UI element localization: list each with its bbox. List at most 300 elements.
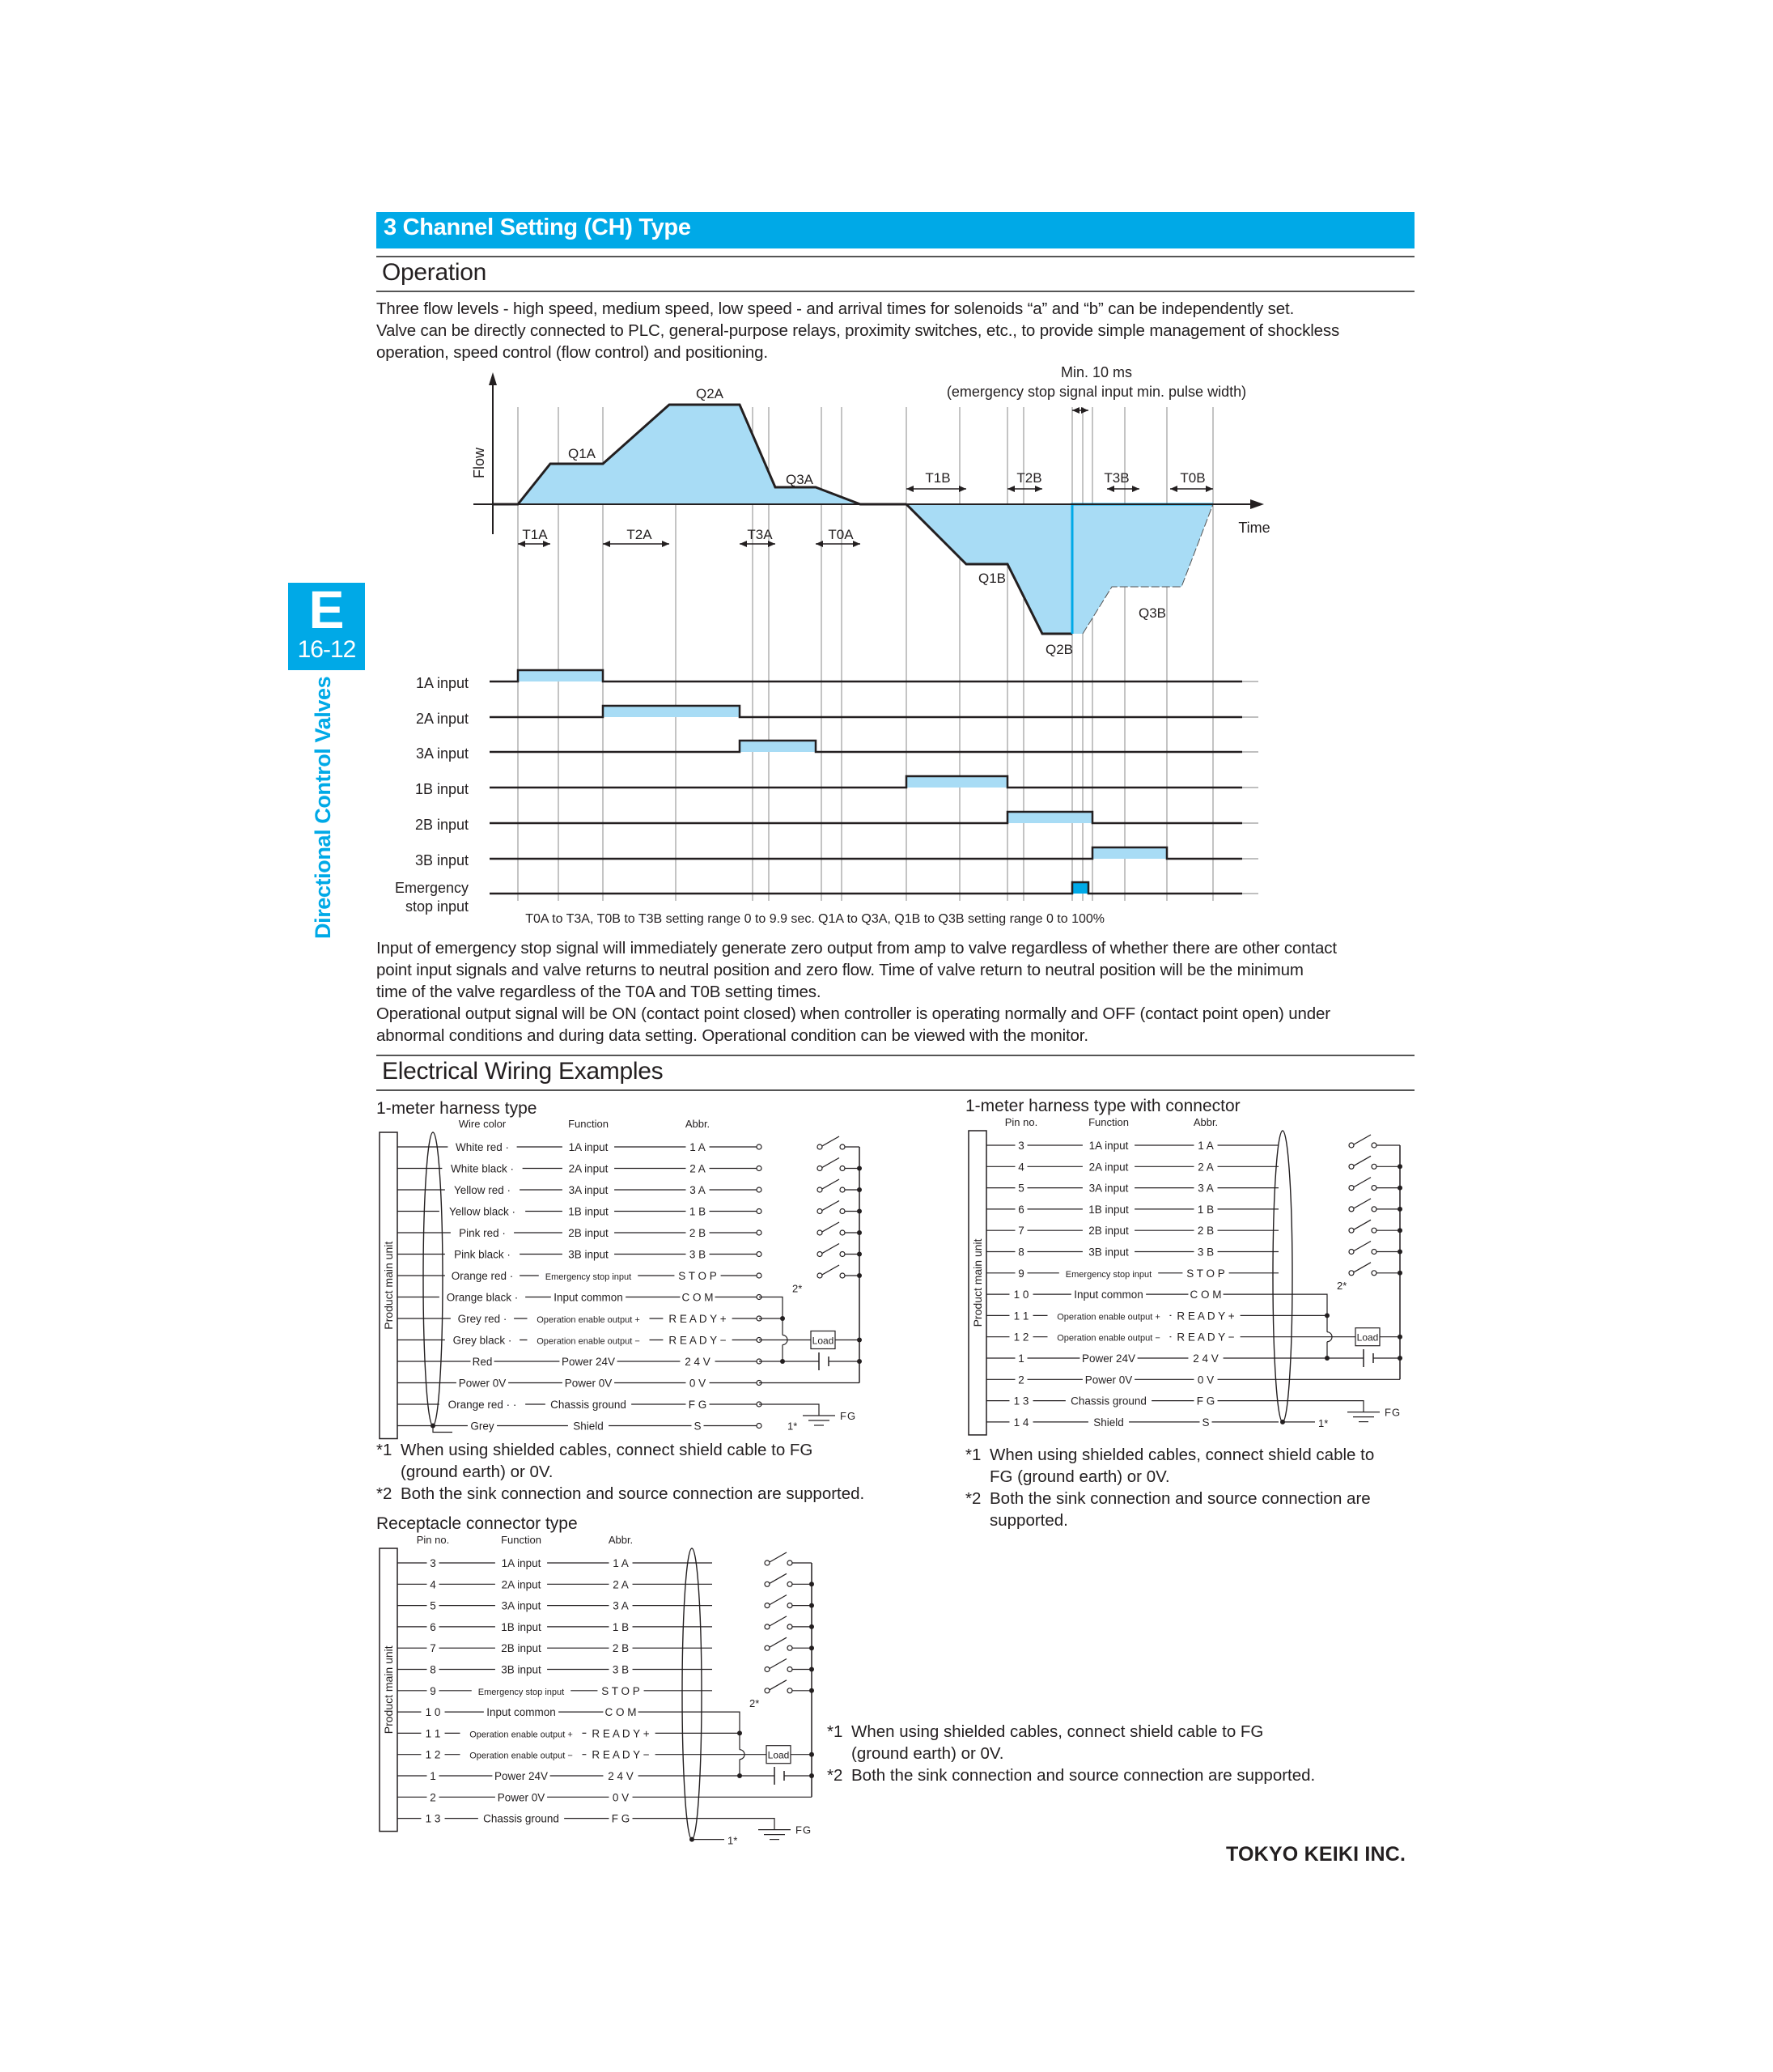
junction-dot bbox=[809, 1752, 814, 1757]
note-text: (ground earth) or 0V. bbox=[851, 1744, 1004, 1763]
wire-label: 9 bbox=[1018, 1267, 1024, 1280]
junction-dot bbox=[1398, 1356, 1402, 1361]
switch-contact bbox=[840, 1252, 845, 1257]
wire-label: 3 B bbox=[1197, 1246, 1215, 1259]
switch-contact bbox=[1372, 1207, 1376, 1212]
switch-icon bbox=[1354, 1242, 1371, 1251]
min-pulse-label: Min. 10 ms bbox=[1060, 364, 1133, 380]
company-logo-text: TOKYO KEIKI INC. bbox=[1226, 1843, 1406, 1866]
switch-contact bbox=[1349, 1228, 1354, 1233]
load-label: Load bbox=[812, 1335, 834, 1347]
note-marker-1: 1* bbox=[787, 1420, 798, 1433]
wire-label: Power 0V bbox=[564, 1377, 613, 1390]
switch-contact bbox=[787, 1667, 792, 1672]
wire-label: 0 V bbox=[689, 1377, 706, 1390]
wire-label: 8 bbox=[1018, 1246, 1024, 1259]
wire-label: S T O P bbox=[601, 1684, 640, 1697]
note-text: When using shielded cables, connect shield cable to bbox=[990, 1446, 1375, 1464]
column-header: Function bbox=[568, 1118, 609, 1130]
wire-label: Power 0V bbox=[1084, 1374, 1133, 1386]
switch-contact bbox=[765, 1582, 770, 1586]
wire-label: 1A input bbox=[568, 1141, 609, 1153]
column-header: Pin no. bbox=[1004, 1116, 1038, 1128]
junction-dot bbox=[857, 1338, 862, 1343]
fg-label: FG bbox=[795, 1824, 812, 1836]
switch-icon bbox=[822, 1158, 839, 1168]
wire-label: R E A D Y − bbox=[668, 1334, 727, 1347]
switch-contact bbox=[1372, 1271, 1376, 1276]
wire-label: 1 4 bbox=[1013, 1416, 1029, 1429]
wire-label: 1 B bbox=[612, 1620, 630, 1633]
wire-label: 2 A bbox=[1198, 1161, 1214, 1174]
wire-label: R E A D Y + bbox=[592, 1727, 650, 1740]
wire-label: Chassis ground bbox=[483, 1812, 559, 1825]
wire-label: Input common bbox=[1074, 1289, 1143, 1301]
note-marker-2: 2* bbox=[749, 1697, 760, 1710]
wire bbox=[1279, 1401, 1364, 1412]
wire-label: Emergency stop input bbox=[1065, 1269, 1152, 1280]
wire-label: 1 1 bbox=[1013, 1310, 1029, 1323]
flow-label-q1a: Q1A bbox=[567, 446, 596, 461]
wire-label: Emergency stop input bbox=[545, 1272, 632, 1282]
junction-dot bbox=[780, 1316, 785, 1321]
wire-label: 6 bbox=[430, 1620, 436, 1633]
wire-label: 3 A bbox=[689, 1184, 706, 1196]
wire-label: F G bbox=[1196, 1395, 1215, 1408]
wire-label: Power 24V bbox=[494, 1770, 549, 1782]
receptacle-notes bbox=[827, 1721, 1410, 1786]
switch-icon bbox=[770, 1616, 787, 1626]
wire-label: 2 B bbox=[689, 1227, 706, 1239]
switch-contact bbox=[787, 1603, 792, 1608]
switch-icon bbox=[1354, 1220, 1371, 1229]
wire-label: 0 V bbox=[612, 1791, 630, 1804]
note-mark: *1 bbox=[376, 1441, 392, 1459]
note-text: When using shielded cables, connect shield cable to FG bbox=[401, 1441, 813, 1459]
terminal-icon bbox=[757, 1273, 761, 1278]
wire bbox=[759, 1404, 819, 1416]
wire-label: 1 bbox=[430, 1770, 436, 1782]
wire-label: 1 B bbox=[1197, 1203, 1215, 1216]
wire-label: Chassis ground bbox=[1071, 1395, 1147, 1408]
receptacle-title: Receptacle connector type bbox=[376, 1514, 578, 1533]
note-text: supported. bbox=[990, 1511, 1068, 1530]
time-label-t3a: T3A bbox=[747, 527, 773, 542]
wire-label: 4 bbox=[1018, 1161, 1024, 1174]
wire-label: Operation enable output + bbox=[469, 1730, 573, 1740]
switch-contact bbox=[1349, 1143, 1354, 1148]
wire-label: 1B input bbox=[501, 1620, 541, 1633]
signal-label-emergency: Emergency bbox=[394, 880, 469, 896]
junction-dot bbox=[1325, 1313, 1330, 1318]
switch-icon bbox=[770, 1637, 787, 1647]
switch-icon bbox=[770, 1552, 787, 1562]
wire-label: 2B input bbox=[1088, 1225, 1129, 1238]
terminal-icon bbox=[757, 1252, 761, 1257]
harness-connector-title: 1-meter harness type with connector bbox=[965, 1097, 1241, 1115]
switch-icon bbox=[770, 1595, 787, 1605]
wire-label: White black · bbox=[450, 1162, 515, 1175]
description-line: Operational output signal will be ON (contact point closed) when controller is operating normally and OFF (contact point open) under bbox=[376, 1004, 1330, 1023]
wire-label: 1 3 bbox=[1013, 1395, 1029, 1408]
switch-contact bbox=[765, 1624, 770, 1629]
description-line: Input of emergency stop signal will immediately generate zero output from amp to valve regardless of whether there are other contact bbox=[376, 939, 1337, 957]
flow-label-q2b: Q2B bbox=[1045, 642, 1074, 657]
range-note-flow: Q1A to Q3A, Q1B to Q3B setting range 0 to 100% bbox=[818, 912, 1105, 926]
y-axis-label: Flow bbox=[471, 447, 487, 479]
wire-label: Power 0V bbox=[458, 1377, 507, 1390]
intro-line: operation, speed control (flow control) and positioning. bbox=[376, 343, 768, 362]
wire-label: Yellow black · bbox=[448, 1205, 516, 1218]
signal-label-emergency-2: stop input bbox=[405, 898, 469, 915]
wire-label: R E A D Y − bbox=[1177, 1331, 1235, 1344]
wire-label: Chassis ground bbox=[550, 1399, 626, 1411]
wire-label: 7 bbox=[430, 1642, 436, 1655]
switch-contact bbox=[840, 1273, 845, 1278]
switch-contact bbox=[817, 1230, 822, 1235]
intro-line: Valve can be directly connected to PLC, general-purpose relays, proximity switches, etc., to provide simple management of shockless bbox=[376, 321, 1340, 340]
switch-icon bbox=[1354, 1135, 1371, 1144]
column-header: Pin no. bbox=[416, 1534, 450, 1546]
wire-label: 5 bbox=[1018, 1182, 1024, 1195]
wire-label: 1 bbox=[1018, 1352, 1024, 1365]
switch-icon bbox=[770, 1659, 787, 1669]
load-label: Load bbox=[767, 1749, 790, 1761]
wire-label: 3 A bbox=[613, 1599, 629, 1612]
switch-contact bbox=[840, 1166, 845, 1171]
junction-dot bbox=[809, 1773, 814, 1778]
wire-label: C O M bbox=[681, 1291, 714, 1304]
operation-heading: Operation bbox=[382, 259, 487, 286]
com-wire bbox=[759, 1297, 783, 1335]
wire-label: Input common bbox=[486, 1706, 556, 1719]
switch-icon bbox=[822, 1222, 839, 1232]
wire-label: F G bbox=[611, 1812, 630, 1825]
time-label-t2b: T2B bbox=[1016, 470, 1042, 486]
description-line: abnormal conditions and during data setting. Operational condition can be viewed with the monitor. bbox=[376, 1026, 1088, 1045]
column-header: Abbr. bbox=[685, 1118, 710, 1130]
wire-label: Power 24V bbox=[1081, 1352, 1136, 1365]
note-text: Both the sink connection and source connection are supported. bbox=[851, 1766, 1316, 1785]
side-tab-page-number: 16-12 bbox=[297, 636, 356, 663]
wire-label: 2 4 V bbox=[1193, 1352, 1219, 1365]
wire-label: 8 bbox=[430, 1663, 436, 1676]
switch-contact bbox=[817, 1187, 822, 1192]
wire-label: 1B input bbox=[568, 1205, 609, 1218]
note-text: (ground earth) or 0V. bbox=[401, 1463, 554, 1481]
switch-contact bbox=[787, 1688, 792, 1693]
switch-contact bbox=[840, 1209, 845, 1214]
fg-label: FG bbox=[840, 1410, 857, 1422]
switch-contact bbox=[765, 1667, 770, 1672]
switch-contact bbox=[817, 1209, 822, 1214]
note-text: Both the sink connection and source connection are bbox=[990, 1489, 1371, 1508]
harness-connector-notes bbox=[965, 1444, 1419, 1531]
com-wire bbox=[1279, 1294, 1327, 1332]
switch-contact bbox=[787, 1560, 792, 1565]
wire-label: 1 0 bbox=[1013, 1289, 1029, 1301]
wire-label: R E A D Y + bbox=[1177, 1310, 1235, 1323]
wire-label: 1 B bbox=[689, 1205, 706, 1218]
switch-icon bbox=[822, 1179, 839, 1189]
wire-label: 2B input bbox=[501, 1642, 541, 1655]
wiring-heading: Electrical Wiring Examples bbox=[382, 1058, 664, 1085]
wire-label: 2A input bbox=[501, 1578, 541, 1591]
junction-dot bbox=[857, 1359, 862, 1364]
terminal-icon bbox=[757, 1144, 761, 1149]
switch-contact bbox=[787, 1582, 792, 1586]
wiring-diagram-harness bbox=[380, 1118, 862, 1439]
switch-contact bbox=[1349, 1207, 1354, 1212]
wire-label: Grey red · bbox=[457, 1313, 507, 1325]
wire-label: 3 B bbox=[689, 1248, 706, 1261]
switch-contact bbox=[1349, 1250, 1354, 1255]
wire-label: Operation enable output − bbox=[1057, 1333, 1160, 1344]
note-text: FG (ground earth) or 0V. bbox=[990, 1467, 1170, 1486]
switch-contact bbox=[765, 1560, 770, 1565]
wire-label: 2 4 V bbox=[608, 1770, 634, 1782]
wire-label: 9 bbox=[430, 1684, 436, 1697]
product-unit-label: Product main unit bbox=[382, 1241, 395, 1330]
wire-label: 1A input bbox=[1088, 1140, 1129, 1152]
wire-label: 7 bbox=[1018, 1225, 1024, 1238]
note-marker-1: 1* bbox=[727, 1834, 738, 1847]
switch-icon bbox=[770, 1573, 787, 1583]
column-header: Abbr. bbox=[608, 1534, 634, 1546]
switch-icon bbox=[822, 1201, 839, 1211]
switch-contact bbox=[787, 1645, 792, 1650]
wire-label: Operation enable output + bbox=[1057, 1312, 1160, 1323]
product-unit-label: Product main unit bbox=[971, 1238, 984, 1327]
wire-label: Input common bbox=[554, 1291, 623, 1304]
switch-contact bbox=[1349, 1271, 1354, 1276]
wire-label: Power 0V bbox=[497, 1791, 545, 1804]
harness-title: 1-meter harness type bbox=[376, 1099, 537, 1118]
range-note-time: T0A to T3A, T0B to T3B setting range 0 to 9.9 sec. bbox=[525, 912, 815, 926]
wire-label: 3 B bbox=[612, 1663, 630, 1676]
product-unit-label: Product main unit bbox=[382, 1645, 395, 1734]
switch-contact bbox=[1372, 1186, 1376, 1191]
switch-contact bbox=[840, 1144, 845, 1149]
switch-contact bbox=[840, 1187, 845, 1192]
column-header: Abbr. bbox=[1193, 1116, 1219, 1128]
terminal-icon bbox=[757, 1166, 761, 1171]
junction-dot bbox=[737, 1730, 742, 1735]
flow-label-q3b: Q3B bbox=[1138, 605, 1167, 621]
wire-label: 1A input bbox=[501, 1557, 541, 1569]
switch-contact bbox=[1372, 1143, 1376, 1148]
signal-label-2b: 2B input bbox=[414, 817, 469, 833]
wire-label: 2 B bbox=[1197, 1225, 1215, 1238]
wire-label: Operation enable output − bbox=[469, 1751, 573, 1761]
note-mark: *2 bbox=[827, 1766, 843, 1785]
wire-label: R E A D Y + bbox=[668, 1313, 727, 1325]
signal-label-3b: 3B input bbox=[414, 852, 469, 868]
wire-label: C O M bbox=[604, 1706, 637, 1719]
switch-icon bbox=[822, 1244, 839, 1254]
switch-icon bbox=[1354, 1156, 1371, 1166]
switch-contact bbox=[1349, 1164, 1354, 1169]
wire-label: 1 0 bbox=[425, 1706, 441, 1719]
switch-contact bbox=[817, 1252, 822, 1257]
switch-contact bbox=[817, 1166, 822, 1171]
wire-label: S T O P bbox=[1186, 1267, 1225, 1280]
switch-contact bbox=[765, 1603, 770, 1608]
note-mark: *2 bbox=[376, 1484, 392, 1503]
time-label-t2a: T2A bbox=[626, 527, 652, 542]
wire-label: S bbox=[1202, 1416, 1210, 1429]
switch-icon bbox=[1354, 1263, 1371, 1272]
side-tab-category: Directional Control Valves bbox=[311, 676, 335, 939]
wire-label: C O M bbox=[1190, 1289, 1222, 1301]
wire-label: 2B input bbox=[568, 1227, 609, 1239]
wiring-diagram-harness-connector bbox=[969, 1116, 1402, 1435]
switch-contact bbox=[1372, 1164, 1376, 1169]
wire-label: Orange red · · bbox=[447, 1399, 517, 1411]
wire-label: Orange black · bbox=[446, 1291, 519, 1304]
shield-icon bbox=[1273, 1131, 1292, 1422]
wire-label: 3A input bbox=[568, 1184, 609, 1196]
wire-label: R E A D Y − bbox=[592, 1748, 650, 1761]
wire-label: 2 A bbox=[689, 1162, 706, 1175]
wire-label: 0 V bbox=[1197, 1374, 1215, 1386]
wire-label: Pink red · bbox=[459, 1227, 506, 1239]
wire-label: 1 2 bbox=[1013, 1331, 1029, 1344]
com-wire bbox=[712, 1712, 740, 1750]
shield-icon bbox=[423, 1132, 443, 1426]
wire-label: Red bbox=[472, 1356, 493, 1368]
switch-contact bbox=[787, 1624, 792, 1629]
wire-label: Power 24V bbox=[561, 1356, 616, 1368]
wire-label: Shield bbox=[1093, 1416, 1124, 1429]
wiring-diagram-receptacle bbox=[380, 1534, 814, 1847]
wire-label: Operation enable output − bbox=[537, 1336, 640, 1347]
wire-label: S bbox=[694, 1420, 702, 1433]
wire-label: 3A input bbox=[1088, 1182, 1129, 1195]
signal-label-2a: 2A input bbox=[415, 711, 469, 727]
shield-icon bbox=[682, 1548, 702, 1840]
wire-label: 3 bbox=[430, 1557, 436, 1569]
switch-contact bbox=[1372, 1250, 1376, 1255]
note-marker-2: 2* bbox=[1337, 1280, 1347, 1293]
wire-label: 1 A bbox=[613, 1557, 629, 1569]
wire-label: 2 4 V bbox=[685, 1356, 710, 1368]
wire-label: 6 bbox=[1018, 1203, 1024, 1216]
wire-label: White red · bbox=[455, 1141, 510, 1153]
terminal-icon bbox=[757, 1424, 761, 1429]
harness-notes bbox=[376, 1439, 943, 1505]
time-label-t1b: T1B bbox=[925, 470, 951, 486]
shield-wire bbox=[433, 1426, 452, 1433]
wire-label: 1 A bbox=[1198, 1140, 1214, 1152]
time-label-t3b: T3B bbox=[1104, 470, 1130, 486]
note-text: Both the sink connection and source connection are supported. bbox=[401, 1484, 865, 1503]
time-label-t0a: T0A bbox=[828, 527, 854, 542]
note-mark: *1 bbox=[827, 1722, 843, 1741]
wire-label: 2 B bbox=[612, 1642, 630, 1655]
wire-label: 1 1 bbox=[425, 1727, 441, 1740]
fg-label: FG bbox=[1385, 1406, 1402, 1419]
switch-contact bbox=[1372, 1228, 1376, 1233]
switch-icon bbox=[1354, 1178, 1371, 1187]
wire-label: S T O P bbox=[678, 1270, 717, 1282]
wire-label: 1B input bbox=[1088, 1203, 1129, 1216]
min-pulse-note: (emergency stop signal input min. pulse width) bbox=[946, 384, 1247, 400]
wire-label: Orange red · bbox=[451, 1270, 514, 1282]
time-label-t1a: T1A bbox=[522, 527, 548, 542]
wire-label: 2A input bbox=[1088, 1161, 1129, 1174]
note-mark: *2 bbox=[965, 1489, 982, 1508]
wire-label: Emergency stop input bbox=[477, 1687, 565, 1697]
wire-label: 3 A bbox=[1198, 1182, 1214, 1195]
wire-label: 3A input bbox=[501, 1599, 541, 1612]
description-line: point input signals and valve returns to neutral position and zero flow. Time of valve return to neutral position will be the minimum bbox=[376, 961, 1304, 979]
wire-label: 4 bbox=[430, 1578, 436, 1591]
signal-label-3a: 3A input bbox=[415, 745, 469, 762]
wire-label: 2 bbox=[1018, 1374, 1024, 1386]
wire-label: F G bbox=[688, 1399, 707, 1411]
wire-label: 3 bbox=[1018, 1140, 1024, 1152]
wire-label: 3B input bbox=[568, 1248, 609, 1261]
intro-line: Three flow levels - high speed, medium speed, low speed - and arrival times for solenoids “a” and “b” can be independently set. bbox=[376, 299, 1295, 318]
wire-label: 2 A bbox=[613, 1578, 629, 1591]
wire-label: 2 bbox=[430, 1791, 436, 1804]
wire-label: Pink black · bbox=[454, 1248, 511, 1261]
switch-contact bbox=[817, 1273, 822, 1278]
load-label: Load bbox=[1356, 1331, 1379, 1344]
column-header: Function bbox=[1088, 1116, 1129, 1128]
wire-label: 1 3 bbox=[425, 1812, 441, 1825]
wire-label: 3B input bbox=[1088, 1246, 1129, 1259]
switch-contact bbox=[817, 1144, 822, 1149]
switch-icon bbox=[822, 1265, 839, 1275]
switch-icon bbox=[770, 1680, 787, 1690]
wire-label: Yellow red · bbox=[453, 1184, 511, 1196]
wire-label: 1 A bbox=[689, 1141, 706, 1153]
wire-label: Operation enable output + bbox=[537, 1315, 640, 1325]
terminal-icon bbox=[757, 1187, 761, 1192]
column-header: Function bbox=[501, 1534, 541, 1546]
section-title: 3 Channel Setting (CH) Type bbox=[384, 214, 691, 240]
time-label-t0b: T0B bbox=[1180, 470, 1206, 486]
signal-label-1a: 1A input bbox=[415, 675, 469, 691]
switch-contact bbox=[840, 1230, 845, 1235]
switch-contact bbox=[765, 1645, 770, 1650]
note-mark: *1 bbox=[965, 1446, 982, 1464]
wire-label: Grey black · bbox=[452, 1334, 512, 1347]
flow-label-q3a: Q3A bbox=[785, 472, 814, 487]
switch-contact bbox=[765, 1688, 770, 1693]
wire-label: 5 bbox=[430, 1599, 436, 1612]
wire bbox=[712, 1819, 774, 1830]
flow-label-q1b: Q1B bbox=[978, 571, 1007, 586]
description-line: time of the valve regardless of the T0A and T0B setting times. bbox=[376, 983, 821, 1001]
side-tab-letter: E bbox=[308, 580, 345, 639]
switch-icon bbox=[822, 1136, 839, 1146]
terminal-icon bbox=[757, 1209, 761, 1214]
x-axis-label: Time bbox=[1238, 520, 1270, 536]
flow-label-q2a: Q2A bbox=[695, 386, 724, 401]
wire-label: Shield bbox=[573, 1420, 604, 1433]
note-text: When using shielded cables, connect shield cable to FG bbox=[851, 1722, 1264, 1741]
column-header: Wire color bbox=[458, 1118, 507, 1130]
wire-label: 2A input bbox=[568, 1162, 609, 1175]
note-marker-1: 1* bbox=[1318, 1416, 1329, 1429]
junction-dot bbox=[1398, 1335, 1402, 1340]
wire-label: 3B input bbox=[501, 1663, 541, 1676]
terminal-icon bbox=[757, 1230, 761, 1235]
wire-label: 1 2 bbox=[425, 1748, 441, 1761]
